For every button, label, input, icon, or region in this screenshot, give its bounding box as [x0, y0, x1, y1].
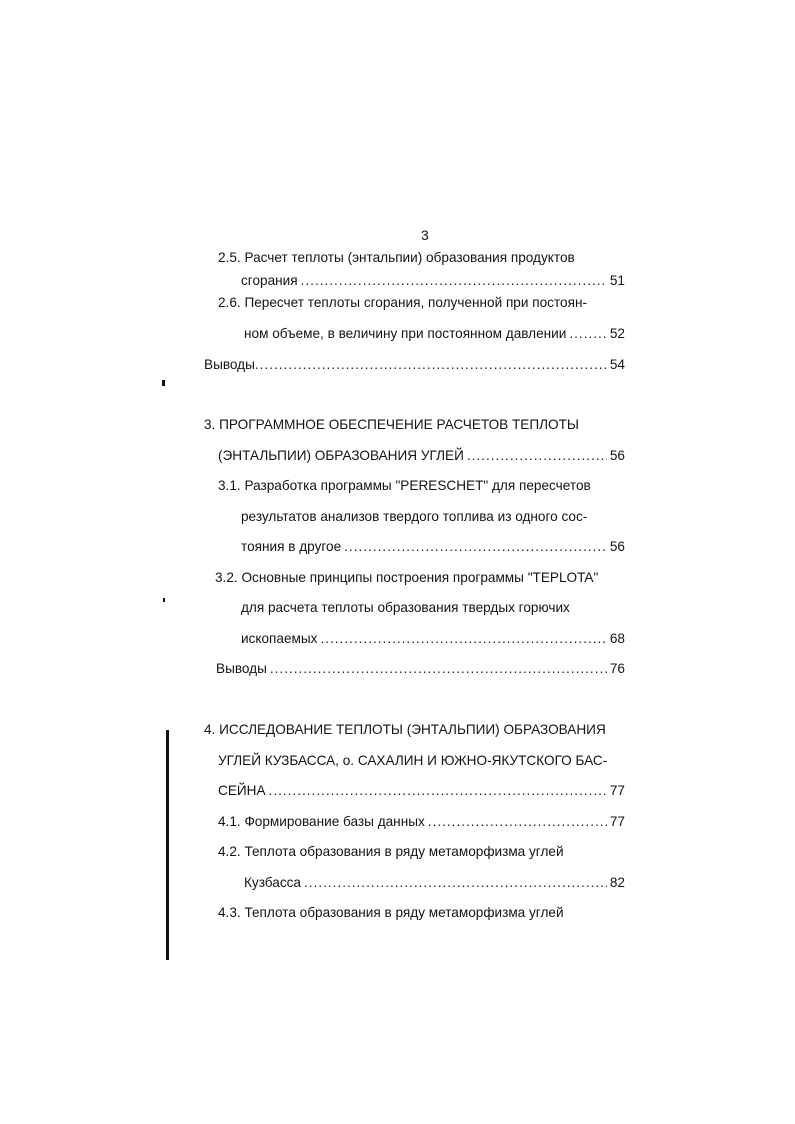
toc-entry-conclusions-3 — [216, 660, 625, 678]
toc-entry-text: ном объеме, в величину при постоянном давлении — [244, 326, 567, 341]
toc-entry-4-2-cont — [244, 874, 625, 892]
leader-dots — [304, 874, 607, 892]
toc-entry-conclusions-2 — [204, 356, 625, 374]
toc-page-number: 76 — [609, 661, 625, 676]
toc-page-number: 68 — [609, 631, 625, 646]
toc-entry-4-1 — [218, 813, 625, 831]
toc-entry-text: СЕЙНА — [218, 783, 266, 798]
scan-speck — [162, 380, 165, 386]
leader-dots — [301, 272, 607, 290]
toc-page-number: 77 — [609, 814, 625, 829]
toc-chapter-4-cont — [218, 752, 607, 770]
toc-entry-text: ископаемых — [241, 631, 318, 646]
toc-entry-text: тояния в другое — [241, 539, 342, 554]
toc-entry-2-5 — [218, 249, 575, 267]
scan-speck — [163, 598, 165, 602]
toc-page-number: 77 — [609, 783, 625, 798]
toc-entry-text: результатов анализов твердого топлива из одного сос- — [241, 509, 588, 524]
toc-entry-3-1-cont — [241, 508, 587, 526]
toc-entry-text: 4.1. Формирование базы данных — [218, 814, 425, 829]
toc-entry-text: УГЛЕЙ КУЗБАССА, о. САХАЛИН И ЮЖНО-ЯКУТСКОГО БАС- — [218, 753, 608, 768]
leader-dots — [467, 447, 607, 465]
toc-entry-text: Выводы — [204, 357, 255, 372]
toc-entry-2-6-cont — [244, 325, 625, 343]
toc-entry-text: 2.6. Пересчет теплоты сгорания, полученной при постоян- — [218, 295, 587, 310]
toc-page-number: 56 — [609, 539, 625, 554]
toc-chapter-3 — [204, 416, 579, 434]
toc-entry-text: Кузбасса — [244, 875, 301, 890]
leader-dots — [269, 782, 607, 800]
toc-entry-text: 4.3. Теплота образования в ряду метаморфизма углей — [218, 905, 564, 920]
toc-page-number: 52 — [609, 326, 625, 341]
leader-dots — [344, 538, 607, 556]
page-number: 3 — [421, 227, 429, 243]
leader-dots — [270, 660, 607, 678]
toc-page-number: 82 — [609, 875, 625, 890]
toc-entry-4-2 — [218, 843, 564, 861]
toc-entry-text: 4.2. Теплота образования в ряду метаморфизма углей — [218, 844, 564, 859]
leader-dots — [428, 813, 607, 831]
toc-entry-3-2-cont — [241, 599, 570, 617]
toc-entry-4-3 — [218, 904, 564, 922]
leader-dots — [569, 325, 607, 343]
toc-entry-text: (ЭНТАЛЬПИИ) ОБРАЗОВАНИЯ УГЛЕЙ — [218, 448, 464, 463]
toc-entry-3-1 — [218, 477, 591, 495]
toc-entry-text: для расчета теплоты образования твердых горючих — [241, 600, 570, 615]
toc-entry-text: сгорания — [241, 273, 298, 288]
toc-entry-3-2 — [215, 569, 598, 587]
toc-entry-text: 3. ПРОГРАММНОЕ ОБЕСПЕЧЕНИЕ РАСЧЕТОВ ТЕПЛОТЫ — [204, 417, 579, 432]
toc-entry-text: 2.5. Расчет теплоты (энтальпии) образования продуктов — [218, 250, 575, 265]
toc-entry-text: 4. ИССЛЕДОВАНИЕ ТЕПЛОТЫ (ЭНТАЛЬПИИ) ОБРАЗОВАНИЯ — [204, 722, 606, 737]
toc-entry-3-2-cont2 — [241, 630, 625, 648]
toc-chapter-3-cont — [218, 447, 625, 465]
toc-entry-text: Выводы — [216, 661, 267, 676]
toc-chapter-4-cont2 — [218, 782, 625, 800]
leader-dots — [255, 356, 607, 374]
toc-entry-3-1-cont2 — [241, 538, 625, 556]
toc-page-number: 54 — [609, 357, 625, 372]
toc-entry-text: 3.1. Разработка программы "PERESCHET" для пересчетов — [218, 478, 591, 493]
scan-edge-line — [166, 730, 169, 960]
toc-entry-text: 3.2. Основные принципы построения программы "TEPLOTA" — [215, 570, 599, 585]
toc-page-number: 56 — [609, 448, 625, 463]
leader-dots — [320, 630, 607, 648]
toc-page-number: 51 — [609, 273, 625, 288]
toc-chapter-4 — [204, 721, 606, 739]
toc-entry-2-5-cont — [241, 272, 625, 290]
toc-entry-2-6 — [218, 294, 587, 312]
